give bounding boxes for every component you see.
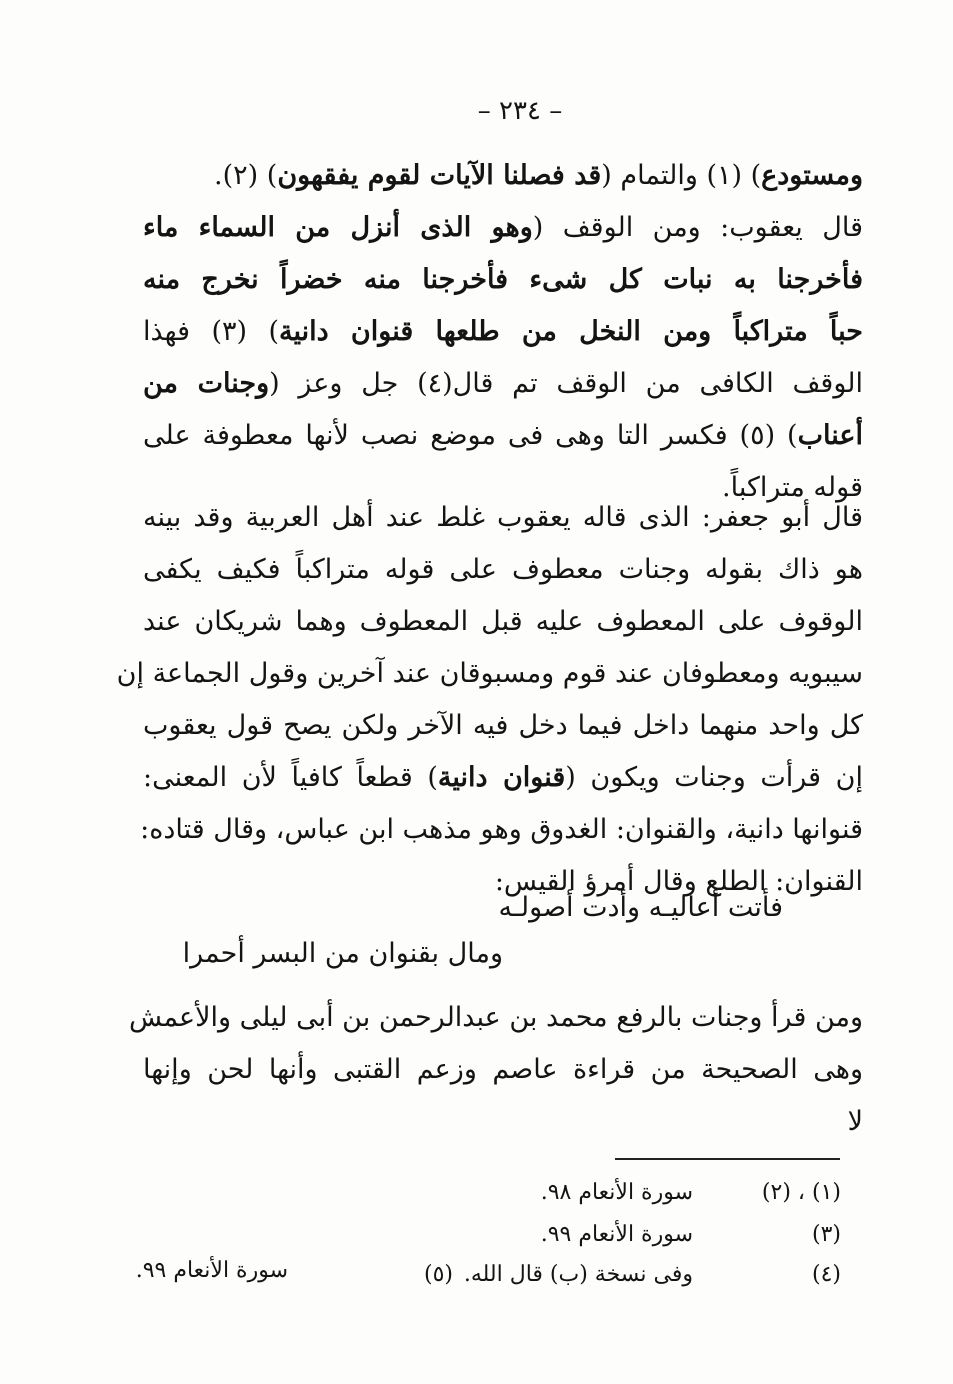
text-span: لا <box>847 1106 863 1137</box>
text-line <box>143 150 863 202</box>
paragraph-3 <box>129 992 863 1148</box>
footnote-text-3: وفى نسخة (ب) قال الله. <box>463 1262 693 1287</box>
text-line <box>143 410 863 462</box>
paragraph-2 <box>116 492 863 908</box>
text-line <box>143 700 863 752</box>
quran-quote: حباً متراكباً ومن النخل من طلعها قنوان دانية <box>279 316 863 347</box>
footnote-marker-1: (١) ، (٢) <box>761 1180 841 1205</box>
text-span: ومن قرأ وجنات بالرفع محمد بن عبدالرحمن بن أبى ليلى والأعمش <box>129 1002 863 1033</box>
text-span: قال أبو جعفر: الذى قاله يعقوب غلط عند أهل العربية وقد بينه <box>143 502 863 533</box>
quran-quote: أعناب <box>797 420 863 451</box>
text-span: قوله متراكباً. <box>722 472 863 503</box>
text-span: قال يعقوب: ومن الوقف ( <box>532 212 863 243</box>
quran-quote: قنوان دانية <box>437 762 566 793</box>
verse-line-1: فأتت أعاليـه وأدت أصولـه <box>498 892 783 923</box>
quran-quote: وجنات من <box>143 368 270 399</box>
quran-quote: فأخرجنا به نبات كل شىء فأخرجنا منه خضراً نخرج منه <box>143 264 863 295</box>
text-line <box>140 804 863 856</box>
text-line <box>143 544 863 596</box>
verse-line-2: ومال بقنوان من البسر أحمرا <box>182 938 503 969</box>
text-span: وهى الصحيحة من قراءة عاصم وزعم القتبى وأنها لحن وإنها <box>143 1054 863 1085</box>
footnote-marker-3: (٤) <box>811 1262 841 1287</box>
footnote-text-2: سورة الأنعام ٩٩. <box>540 1222 693 1247</box>
text-line <box>143 1044 863 1096</box>
text-line <box>116 648 863 700</box>
quran-quote: ومستودع <box>761 160 863 191</box>
text-span: الوقف الكافى من الوقف تم قال(٤) جل وعز ( <box>269 368 863 399</box>
footnote-marker-2: (٣) <box>811 1222 841 1247</box>
text-span: ) (٣) فهذا <box>143 316 280 347</box>
text-line <box>129 992 863 1044</box>
text-line <box>143 358 863 410</box>
footnote-text-1: سورة الأنعام ٩٨. <box>540 1180 693 1205</box>
text-span: الوقوف على المعطوف عليه قبل المعطوف وهما شريكان عند <box>143 606 863 637</box>
text-span: كل واحد منهما داخل فيما دخل فيه الآخر ولكن يصح قول يعقوب <box>143 710 863 741</box>
text-line <box>143 306 863 358</box>
footnote-divider <box>615 1158 840 1160</box>
text-span: ) (٢). <box>214 160 278 191</box>
quran-quote: قد فصلنا الآيات لقوم يفقهون <box>277 160 602 191</box>
text-line <box>143 596 863 648</box>
text-span: هو ذاك بقوله وجنات معطوف على قوله متراكباً فكيف يكفى <box>143 554 863 585</box>
paragraph-1 <box>143 150 863 514</box>
footnote-marker-5: (٥) <box>423 1262 453 1287</box>
text-span: ) (١) والتمام ( <box>601 160 762 191</box>
quran-quote: وهو الذى أنزل من السماء ماء <box>143 212 533 243</box>
text-line <box>143 202 863 254</box>
page-number: – ٢٣٤ – <box>477 96 563 126</box>
text-line <box>143 1096 863 1148</box>
text-span: سيبويه ومعطوفان عند قوم ومسبوقان عند آخرين وقول الجماعة إن <box>116 658 863 689</box>
text-span: إن قرأت وجنات ويكون ( <box>565 762 863 793</box>
footnote-text-5: سورة الأنعام ٩٩. <box>135 1258 288 1283</box>
text-span: قنوانها دانية، والقنوان: الغدوق وهو مذهب ابن عباس، وقال قتاده: <box>140 814 863 845</box>
text-line <box>143 752 863 804</box>
text-line <box>143 492 863 544</box>
text-line <box>143 254 863 306</box>
text-span: القنوان: الطلع وقال أمرؤ القيس: <box>494 866 863 897</box>
text-span: ) (٥) فكسر التا وهى فى موضع نصب لأنها معطوفة على <box>143 420 798 451</box>
text-span: ) قطعاً كافياً لأن المعنى: <box>143 762 438 793</box>
